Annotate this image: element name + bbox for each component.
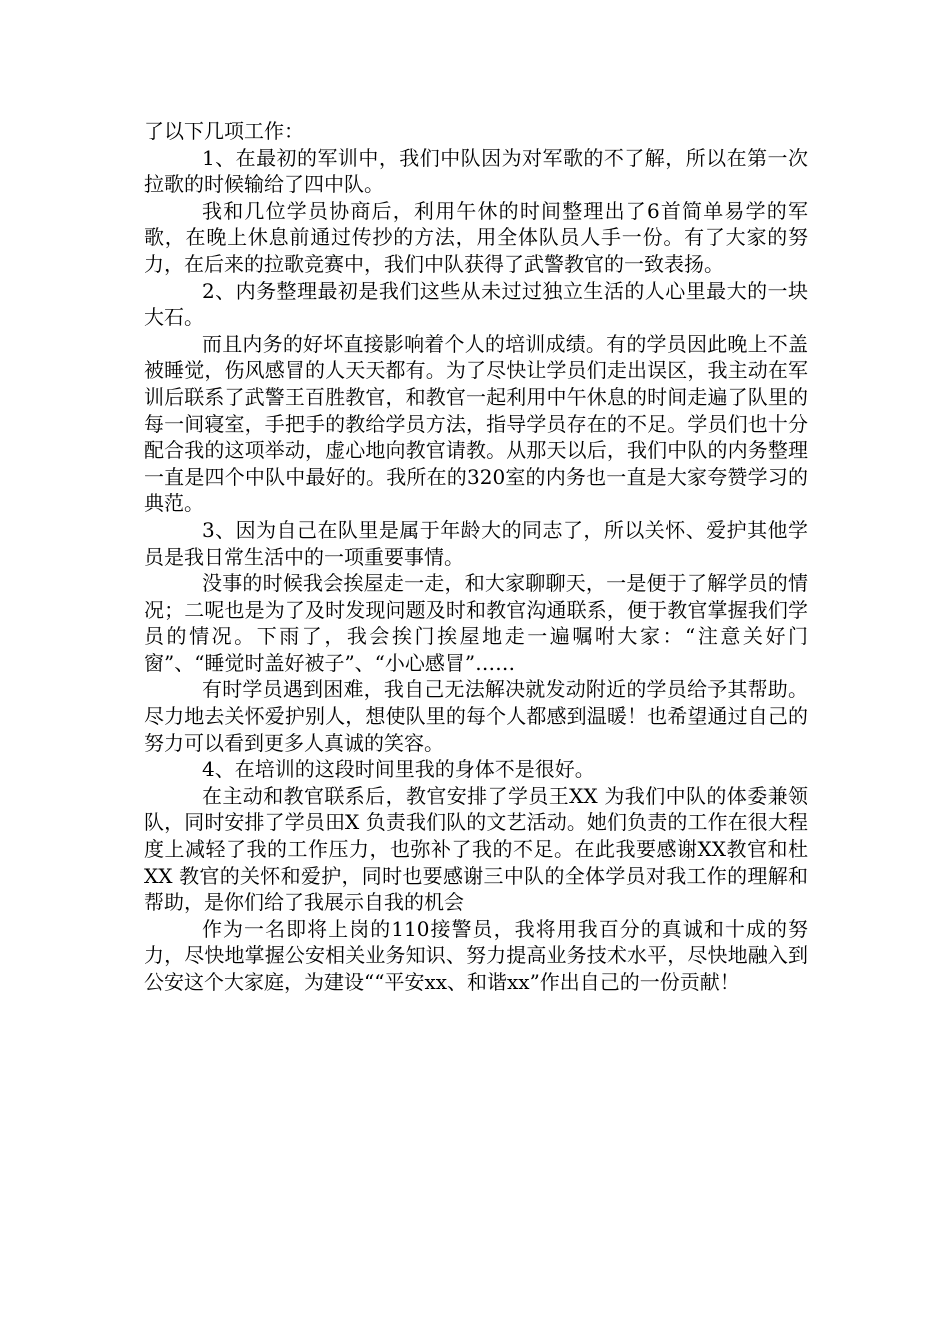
paragraph-item-3: 3、因为自己在队里是属于年龄大的同志了，所以关怀、爱护其他学员是我日常生活中的一项重要事情。 — [144, 517, 808, 569]
paragraph-conclusion: 作为一名即将上岗的110接警员，我将用我百分的真诚和十成的努力，尽快地掌握公安相关业务知识、努力提高业务技术水平，尽快地融入到公安这个大家庭，为建设““平安xx、和谐xx”作出自己的一份贡献！ — [144, 916, 808, 994]
paragraph-item-2: 2、内务整理最初是我们这些从未过过独立生活的人心里最大的一块大石。 — [144, 278, 808, 330]
paragraph-item-4: 4、在培训的这段时间里我的身体不是很好。 — [202, 757, 595, 782]
paragraph-item-1-detail: 我和几位学员协商后，利用午休的时间整理出了6首简单易学的军歌，在晚上休息前通过传抄的方法，用全体队员人手一份。有了大家的努力，在后来的拉歌竞赛中，我们中队获得了武警教官的一致表扬。 — [144, 198, 808, 276]
paragraph-item-4-detail: 在主动和教官联系后，教官安排了学员王XX 为我们中队的体委兼领队，同时安排了学员田X 负责我们队的文艺活动。她们负责的工作在很大程度上减轻了我的工作压力，也弥补了我的不足。在此我要感谢XX教官和杜XX 教官的关怀和爱护，同时也要感谢三中队的全体学员对我工作的理解和帮助，是你们给了我展示自我的机会 — [144, 783, 808, 915]
paragraph-item-3-detail: 没事的时候我会挨屋走一走，和大家聊聊天，一是便于了解学员的情况；二呢也是为了及时发现问题及时和教官沟通联系，便于教官掌握我们学员的情况。下雨了，我会挨门挨屋地走一遍嘱咐大家：“注意关好门窗”、“睡觉时盖好被子”、“小心感冒”…… — [144, 571, 808, 675]
paragraph-item-2-detail: 而且内务的好坏直接影响着个人的培训成绩。有的学员因此晚上不盖被睡觉，伤风感冒的人天天都有。为了尽快让学员们走出误区，我主动在军训后联系了武警王百胜教官，和教官一起利用中午休息的时间走遍了队里的每一间寝室，手把手的教给学员方法，指导学员存在的不足。学员们也十分配合我的这项举动，虚心地向教官请教。从那天以后，我们中队的内务整理一直是四个中队中最好的。我所在的320室的内务也一直是大家夸赞学习的典范。 — [144, 331, 808, 516]
paragraph-item-1: 1、在最初的军训中，我们中队因为对军歌的不了解，所以在第一次拉歌的时候输给了四中队。 — [144, 145, 808, 197]
document-page — [144, 118, 808, 996]
paragraph-item-3-detail-2: 有时学员遇到困难，我自己无法解决就发动附近的学员给予其帮助。尽力地去关怀爱护别人，想使队里的每个人都感到温暖！也希望通过自己的努力可以看到更多人真诚的笑容。 — [144, 677, 808, 755]
paragraph-intro: 了以下几项工作： — [144, 119, 304, 143]
